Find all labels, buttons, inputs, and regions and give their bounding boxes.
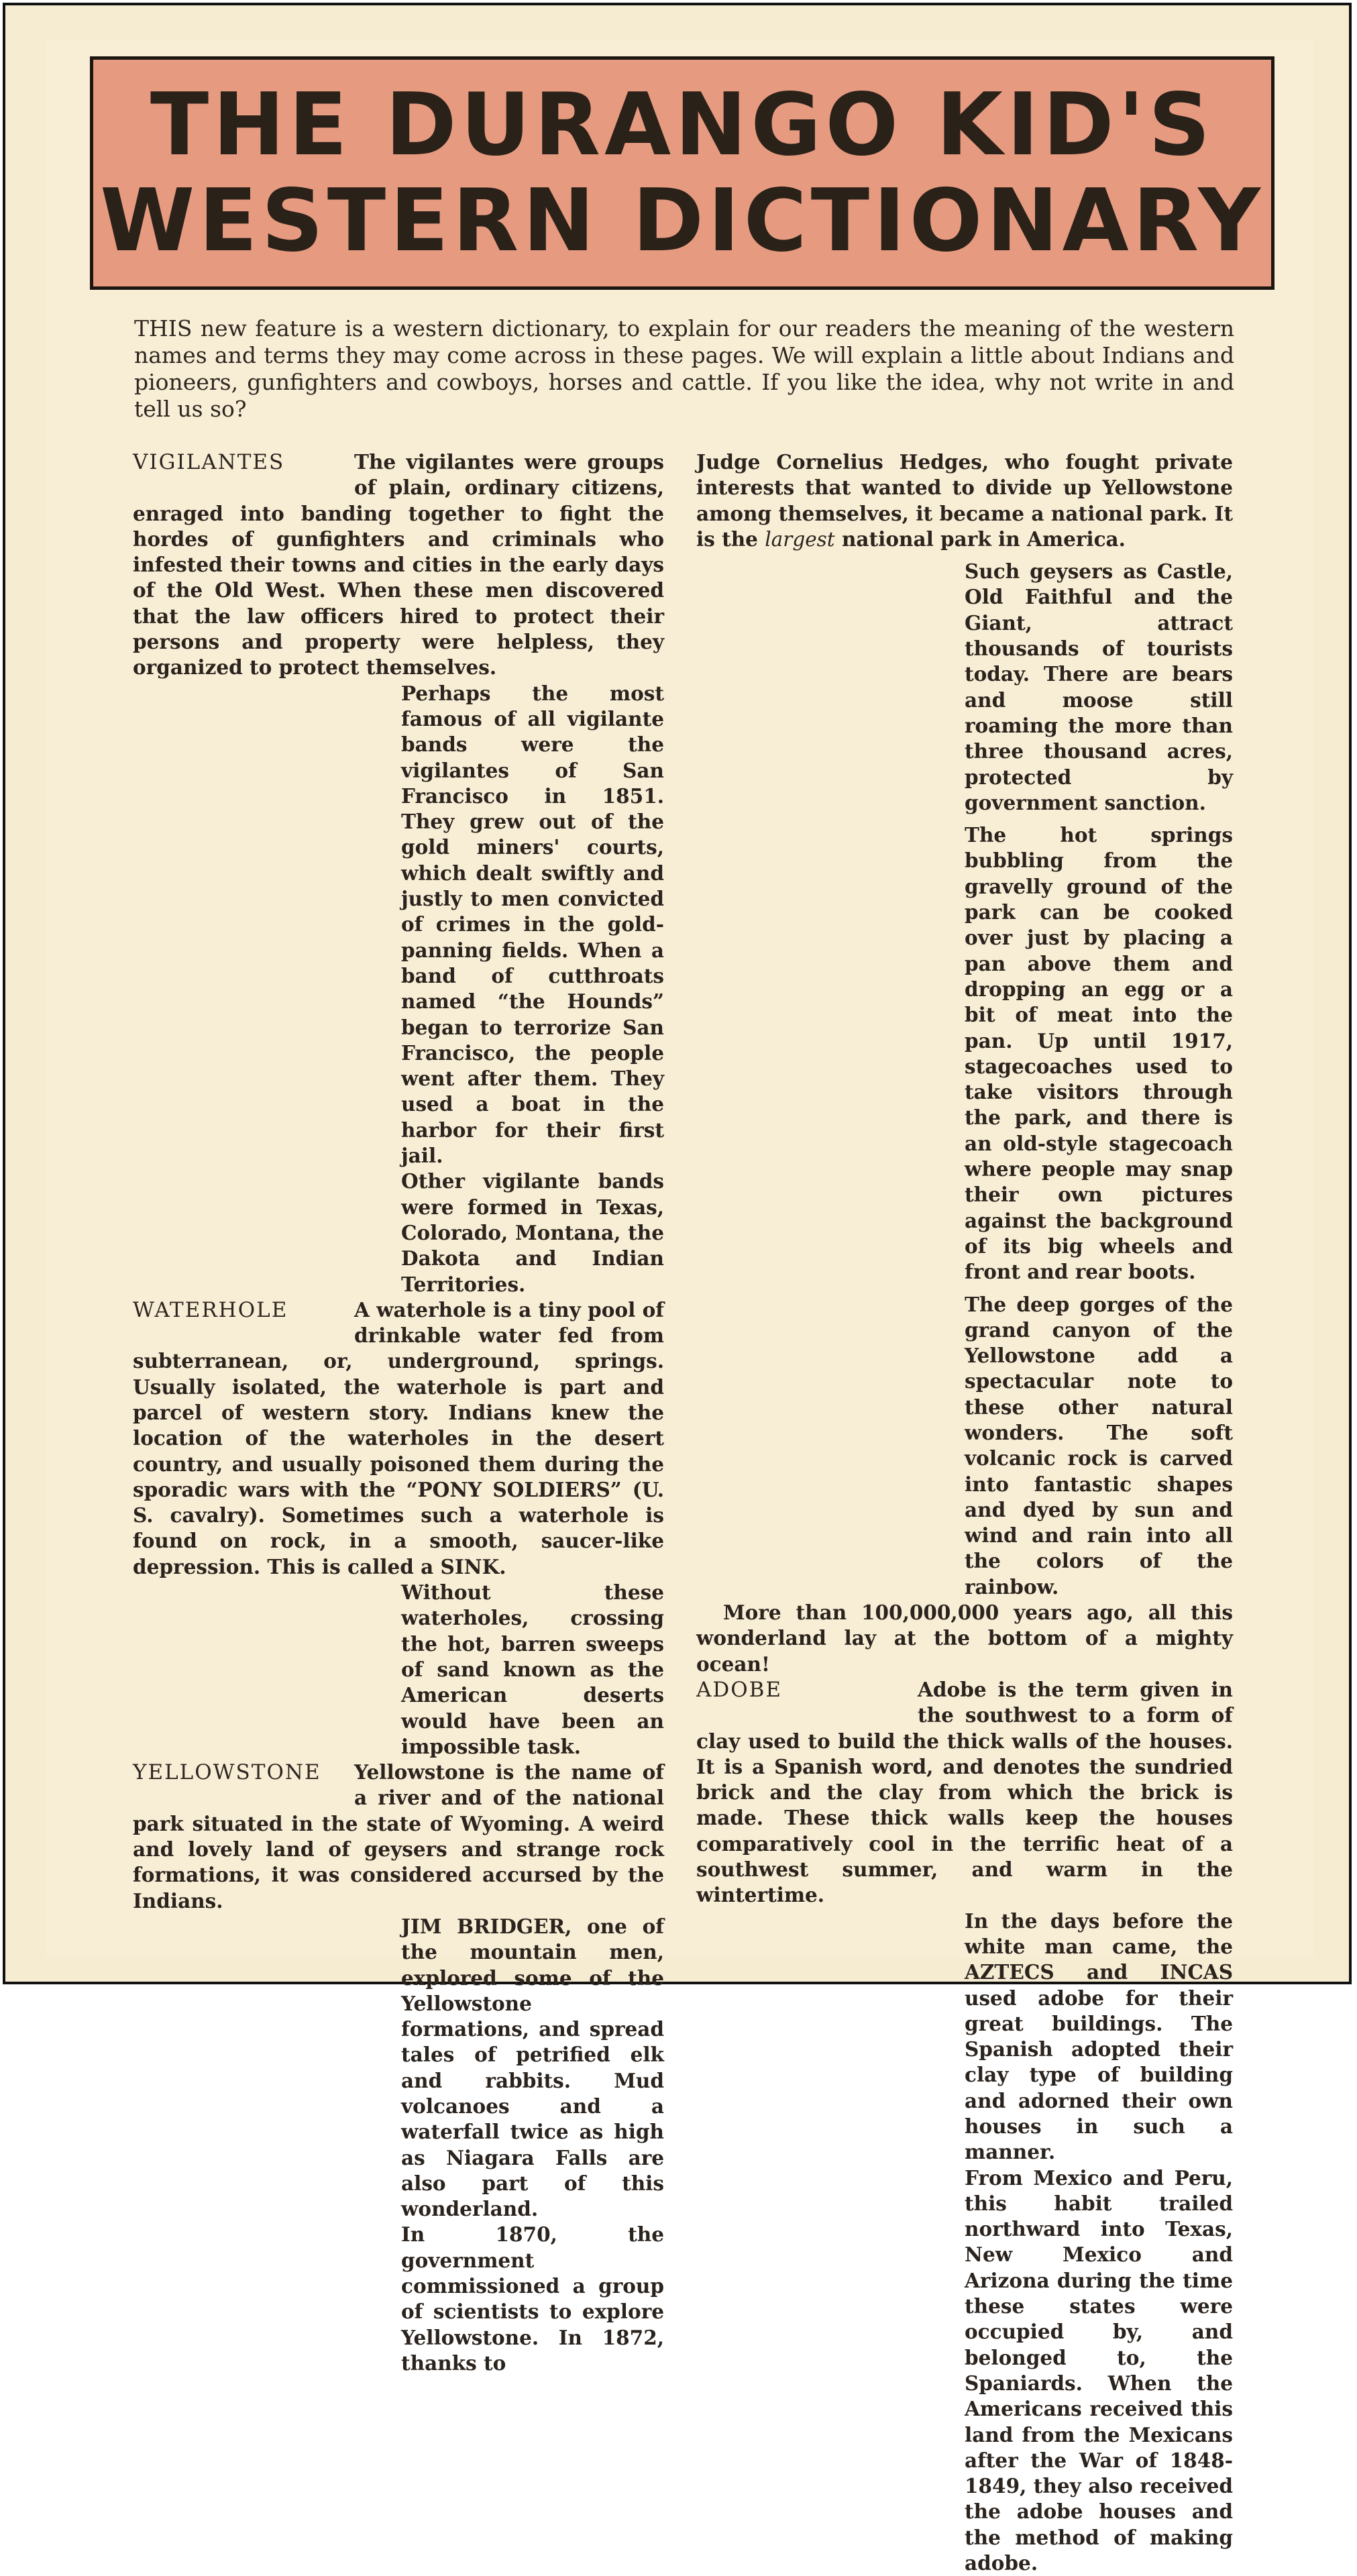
yellowstone-cont-p4: The deep gorges of the grand canyon of the Yellowstone add a spectacular note to these other natural wonders. The soft volcanic rock is carved into fantastic shapes and dyed by sun and wind and rain into all the colors of the rainbow. (965, 1292, 1233, 1599)
yellowstone-p2: JIM BRIDGER, one of the mountain men, explored some of the Yellowstone formations, and spread tales of petrified elk and rabbits. Mud volcanoes and a waterfall twice as high as Niagara Falls are also part of this wonderland. (401, 1914, 664, 2221)
adobe-p2: In the days before the white man came, the AZTECS and INCAS used adobe for their great buildings. The Spanish adopted their clay type of building and adorned their own houses in such a manner. (965, 1909, 1233, 2164)
title-line-1: THE DURANGO KID'S (150, 74, 1215, 175)
entry-yellowstone (133, 1760, 664, 1914)
entry-vigilantes (133, 449, 664, 681)
title-line-2: WESTERN DICTIONARY (100, 171, 1264, 271)
page-frame (3, 3, 1352, 2575)
spacer (696, 552, 1233, 559)
yellowstone-cont-p5: More than 100,000,000 years ago, all this wonderland lay at the bottom of a mighty ocean! (696, 1601, 1233, 1676)
term-waterhole: WATERHOLE (133, 1297, 288, 1322)
yellowstone-cont-p1a: Judge Cornelius Hedges, who fought private interests that wanted to divide up Yellowstone among themselves, it became a national park. It is the (696, 450, 1233, 551)
yellowstone-p3: In 1870, the government commissioned a group of scientists to explore Yellowstone. In 1872, thanks to (401, 2222, 664, 2375)
title-banner (90, 56, 1274, 290)
vigilantes-p3: Other vigilante bands were formed in Texas, Colorado, Montana, the Dakota and Indian Territories. (401, 1169, 664, 1296)
entry-waterhole (133, 1297, 664, 1580)
waterhole-p1: A waterhole is a tiny pool of drinkable water fed from subterranean, or, underground, springs. Usually isolated, the waterhole is part and parcel of western story. Indians knew the location of the waterholes in the desert country, and usually poisoned them during the sporadic wars with the “PONY SOLDIERS” (U. S. cavalry). Sometimes such a waterhole is found on rock, in a smooth, saucer-like depression. This is called a SINK. (133, 1297, 664, 1578)
left-column (133, 449, 664, 2376)
yellowstone-cont-p3: The hot springs bubbling from the gravelly ground of the park can be cooked over just by placing a pan above them and dropping an egg or a bit of meat into the pan. Up until 1917, stagecoaches used to take visitors through the park, and there is an old-style stagecoach where people may snap their own pictures against the background of its big wheels and front and rear boots. (965, 823, 1233, 1284)
vigilantes-p1: The vigilantes were groups of plain, ordinary citizens, enraged into banding together to fight the hordes of gunfighters and criminals who infested their towns and cities in the early days of the Old West. When these men discovered that the law officers hired to protect their persons and property were helpless, they organized to protect themselves. (133, 450, 664, 680)
term-adobe: ADOBE (696, 1677, 783, 1702)
yellowstone-cont-p1 (696, 449, 1233, 552)
adobe-p1: Adobe is the term given in the southwest to a form of clay used to build the thick walls of the houses. It is a Spanish word, and denotes the sundried brick and the clay from which the brick is made. These thick walls keep the houses comparatively cool in the terrific heat of a southwest summer, and warm in the wintertime. (696, 1677, 1233, 1907)
spacer (696, 816, 1233, 822)
term-vigilantes: VIGILANTES (133, 450, 285, 474)
term-yellowstone: YELLOWSTONE (133, 1760, 321, 1785)
vigilantes-p2: Perhaps the most famous of all vigilante bands were the vigilantes of San Francisco in 1851. They grew out of the gold miners' courts, which dealt swiftly and justly to men convicted of crimes in the gold-panning fields. When a band of cutthroats named “the Hounds” began to terrorize San Francisco, the people went after them. They used a boat in the harbor for their first jail. (401, 681, 664, 1168)
yellowstone-cont-emphasis: largest (765, 527, 835, 551)
yellowstone-cont-p2: Such geysers as Castle, Old Faithful and the Giant, attract thousands of tourists today. There are bears and moose still roaming the more than three thousand acres, protected by government sanction. (965, 559, 1233, 814)
intro-paragraph: THIS new feature is a western dictionary, to explain for our readers the meaning of the western names and terms they may come across in these pages. We will explain a little about Indians and pioneers, gunfighters and cowboys, horses and cattle. If you like the idea, why not write in and tell us so? (134, 315, 1234, 422)
spacer (696, 1285, 1233, 1292)
adobe-p3: From Mexico and Peru, this habit trailed northward into Texas, New Mexico and Arizona during the time these states were occupied by, and belonged to, the Spaniards. When the Americans received this land from the Mexicans after the War of 1848-1849, they also received the adobe houses and the method of making adobe. (965, 2165, 1233, 2575)
yellowstone-cont-p1b: national park in America. (834, 527, 1126, 551)
right-column (696, 449, 1233, 2576)
waterhole-p2: Without these waterholes, crossing the hot, barren sweeps of sand known as the American deserts would have been an impossible task. (401, 1580, 664, 1758)
entry-adobe (696, 1677, 1233, 1909)
yellowstone-p1: Yellowstone is the name of a river and of the national park situated in the state of Wyoming. A weird and lovely land of geysers and strange rock formations, it was considered accursed by the Indians. (133, 1760, 664, 1913)
